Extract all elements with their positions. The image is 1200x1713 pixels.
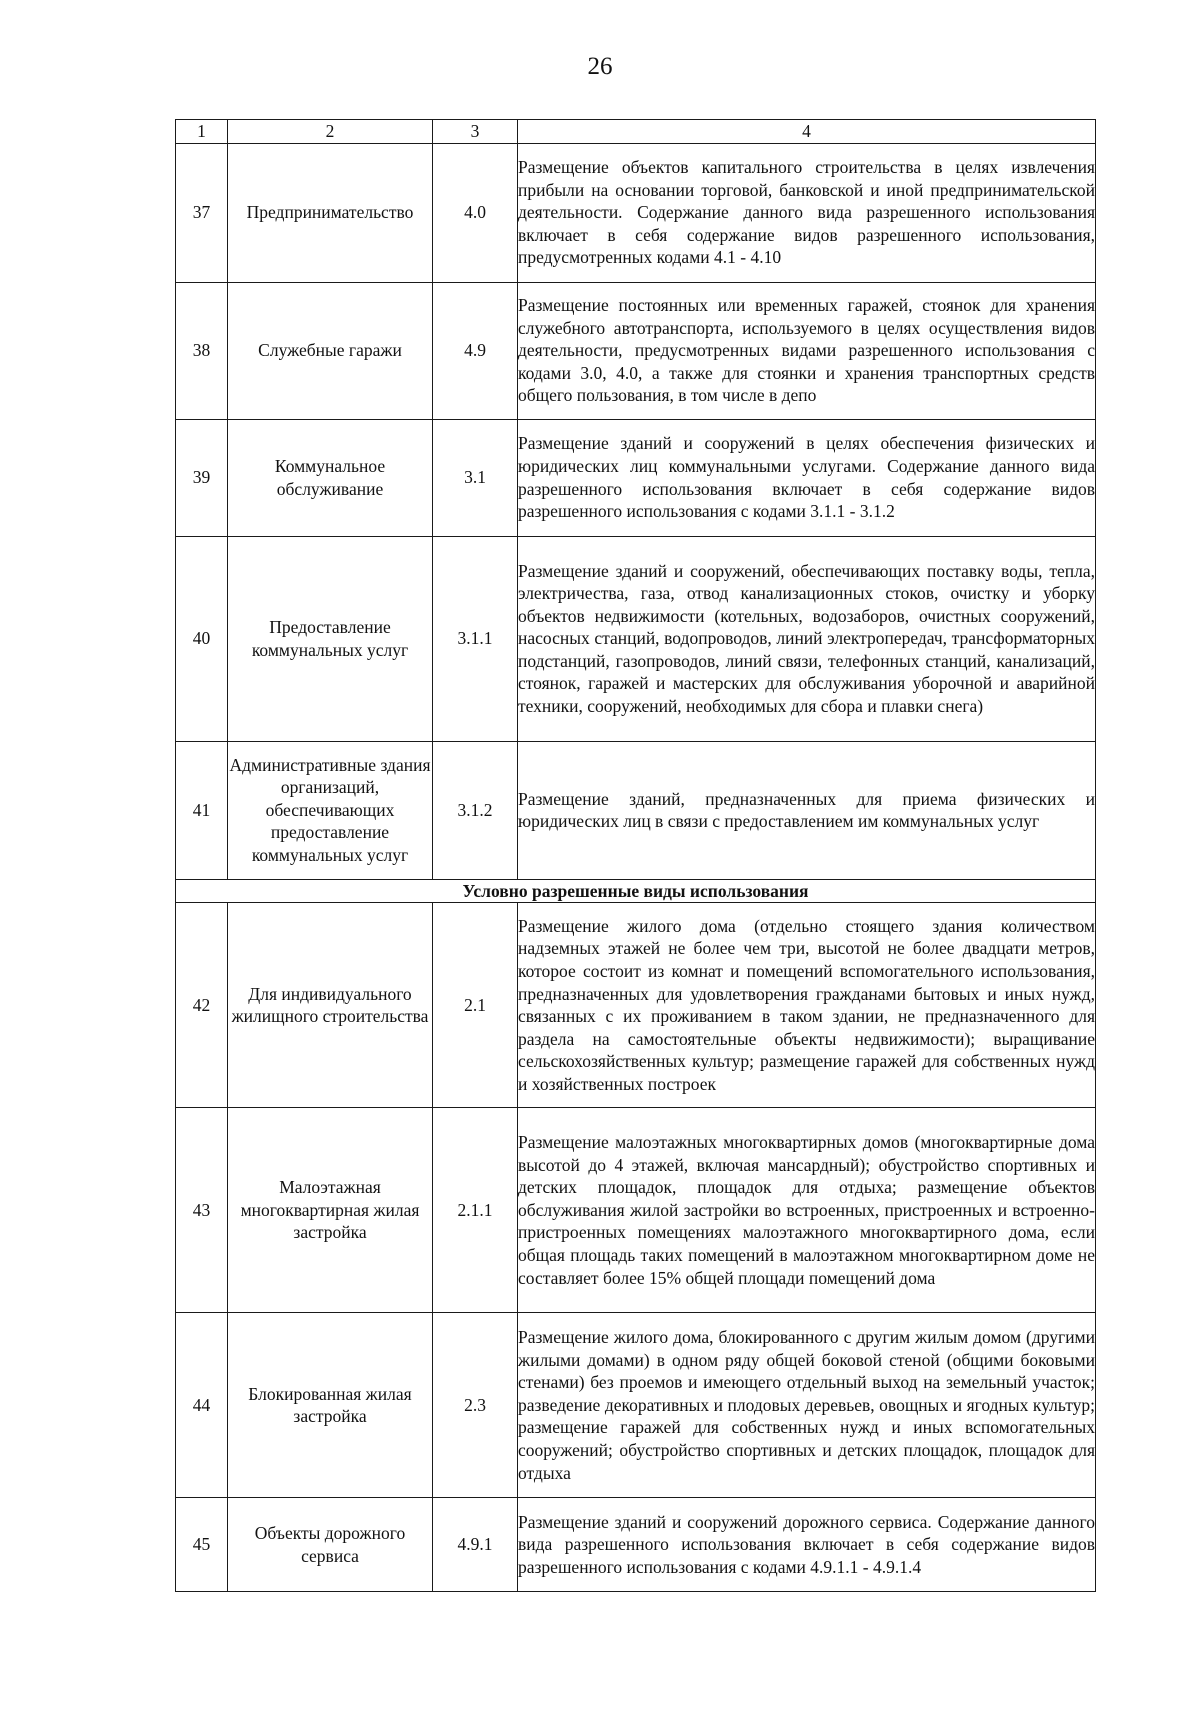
section-title: Условно разрешенные виды использования	[176, 879, 1096, 903]
table-row	[176, 536, 1096, 741]
column-number-row	[176, 120, 1096, 144]
row-number: 44	[176, 1313, 228, 1498]
use-type-code: 2.1.1	[433, 1108, 518, 1313]
use-type-name: Блокированная жилая застройка	[228, 1313, 433, 1498]
column-header: 3	[433, 120, 518, 144]
use-type-code: 2.3	[433, 1313, 518, 1498]
table-row	[176, 741, 1096, 879]
use-type-description: Размещение объектов капитального строительства в целях извлечения прибыли на основании торговой, банковской и иной предпринимательской деятельности. Содержание данного вида разрешенного использования включает в себя содержание видов разрешенного использования, предусмотренных кодами 4.1 - 4.10	[518, 143, 1096, 282]
row-number: 38	[176, 282, 228, 419]
table-row	[176, 143, 1096, 282]
use-type-description: Размещение зданий и сооружений в целях обеспечения физических и юридических лиц коммунальными услугами. Содержание данного вида разрешенного использования включает в себя содержание видов разрешенного использования с кодами 3.1.1 - 3.1.2	[518, 419, 1096, 536]
use-type-code: 4.9.1	[433, 1498, 518, 1592]
page-number: 26	[587, 53, 613, 80]
row-number: 42	[176, 903, 228, 1108]
use-type-code: 3.1.1	[433, 536, 518, 741]
land-use-table	[175, 119, 1096, 1592]
section-row	[176, 879, 1096, 903]
use-type-code: 4.9	[433, 282, 518, 419]
table-row	[176, 282, 1096, 419]
use-type-description: Размещение малоэтажных многоквартирных домов (многоквартирные дома высотой до 4 этажей, включая мансардный); обустройство спортивных и детских площадок, площадок для отдыха; размещение объектов обслуживания жилой застройки во встроенных, пристроенных и встроенно-пристроенных помещениях малоэтажного многоквартирного дома, если общая площадь таких помещений в малоэтажном многоквартирном доме не составляет более 15% общей площади помещений дома	[518, 1108, 1096, 1313]
row-number: 43	[176, 1108, 228, 1313]
use-type-name: Предоставление коммунальных услуг	[228, 536, 433, 741]
row-number: 40	[176, 536, 228, 741]
use-type-name: Административные здания организаций, обеспечивающих предоставление коммунальных услуг	[228, 741, 433, 879]
column-header: 4	[518, 120, 1096, 144]
use-type-name: Для индивидуального жилищного строительства	[228, 903, 433, 1108]
row-number: 39	[176, 419, 228, 536]
use-type-description: Размещение зданий и сооружений дорожного сервиса. Содержание данного вида разрешенного использования включает в себя содержание видов разрешенного использования с кодами 4.9.1.1 - 4.9.1.4	[518, 1498, 1096, 1592]
use-type-description: Размещение жилого дома (отдельно стоящего здания количеством надземных этажей не более чем три, высотой не более двадцати метров, которое состоит из комнат и помещений вспомогательного использования, предназначенных для удовлетворения гражданами бытовых и иных нужд, связанных с их проживанием в таком здании, не предназначенного для раздела на самостоятельные объекты недвижимости); выращивание сельскохозяйственных культур; размещение гаражей для собственных нужд и хозяйственных построек	[518, 903, 1096, 1108]
use-type-code: 2.1	[433, 903, 518, 1108]
use-type-description: Размещение постоянных или временных гаражей, стоянок для хранения служебного автотранспорта, используемого в целях осуществления видов деятельности, предусмотренных видами разрешенного использования с кодами 3.0, 4.0, а также для стоянки и хранения транспортных средств общего пользования, в том числе в депо	[518, 282, 1096, 419]
use-type-code: 3.1	[433, 419, 518, 536]
use-type-description: Размещение жилого дома, блокированного с другим жилым домом (другими жилыми домами) в одном ряду общей боковой стеной (общими боковыми стенами) без проемов и имеющего отдельный выход на земельный участок; разведение декоративных и плодовых деревьев, овощных и ягодных культур; размещение гаражей для собственных нужд и иных вспомогательных сооружений; обустройство спортивных и детских площадок, площадок для отдыха	[518, 1313, 1096, 1498]
table-row	[176, 903, 1096, 1108]
use-type-description: Размещение зданий и сооружений, обеспечивающих поставку воды, тепла, электричества, газа, отвод канализационных стоков, очистку и уборку объектов недвижимости (котельных, водозаборов, очистных сооружений, насосных станций, водопроводов, линий электропередач, трансформаторных подстанций, газопроводов, линий связи, телефонных станций, канализаций, стоянок, гаражей и мастерских для обслуживания уборочной и аварийной техники, сооружений, необходимых для сбора и плавки снега)	[518, 536, 1096, 741]
use-type-name: Объекты дорожного сервиса	[228, 1498, 433, 1592]
use-type-code: 4.0	[433, 143, 518, 282]
row-number: 45	[176, 1498, 228, 1592]
column-header: 1	[176, 120, 228, 144]
table-row	[176, 1313, 1096, 1498]
row-number: 37	[176, 143, 228, 282]
use-type-description: Размещение зданий, предназначенных для приема физических и юридических лиц в связи с предоставлением им коммунальных услуг	[518, 741, 1096, 879]
use-type-name: Служебные гаражи	[228, 282, 433, 419]
use-type-name: Предпринимательство	[228, 143, 433, 282]
table-row	[176, 1108, 1096, 1313]
row-number: 41	[176, 741, 228, 879]
use-type-name: Малоэтажная многоквартирная жилая застройка	[228, 1108, 433, 1313]
use-type-code: 3.1.2	[433, 741, 518, 879]
column-header: 2	[228, 120, 433, 144]
use-type-name: Коммунальное обслуживание	[228, 419, 433, 536]
table-row	[176, 1498, 1096, 1592]
table-row	[176, 419, 1096, 536]
